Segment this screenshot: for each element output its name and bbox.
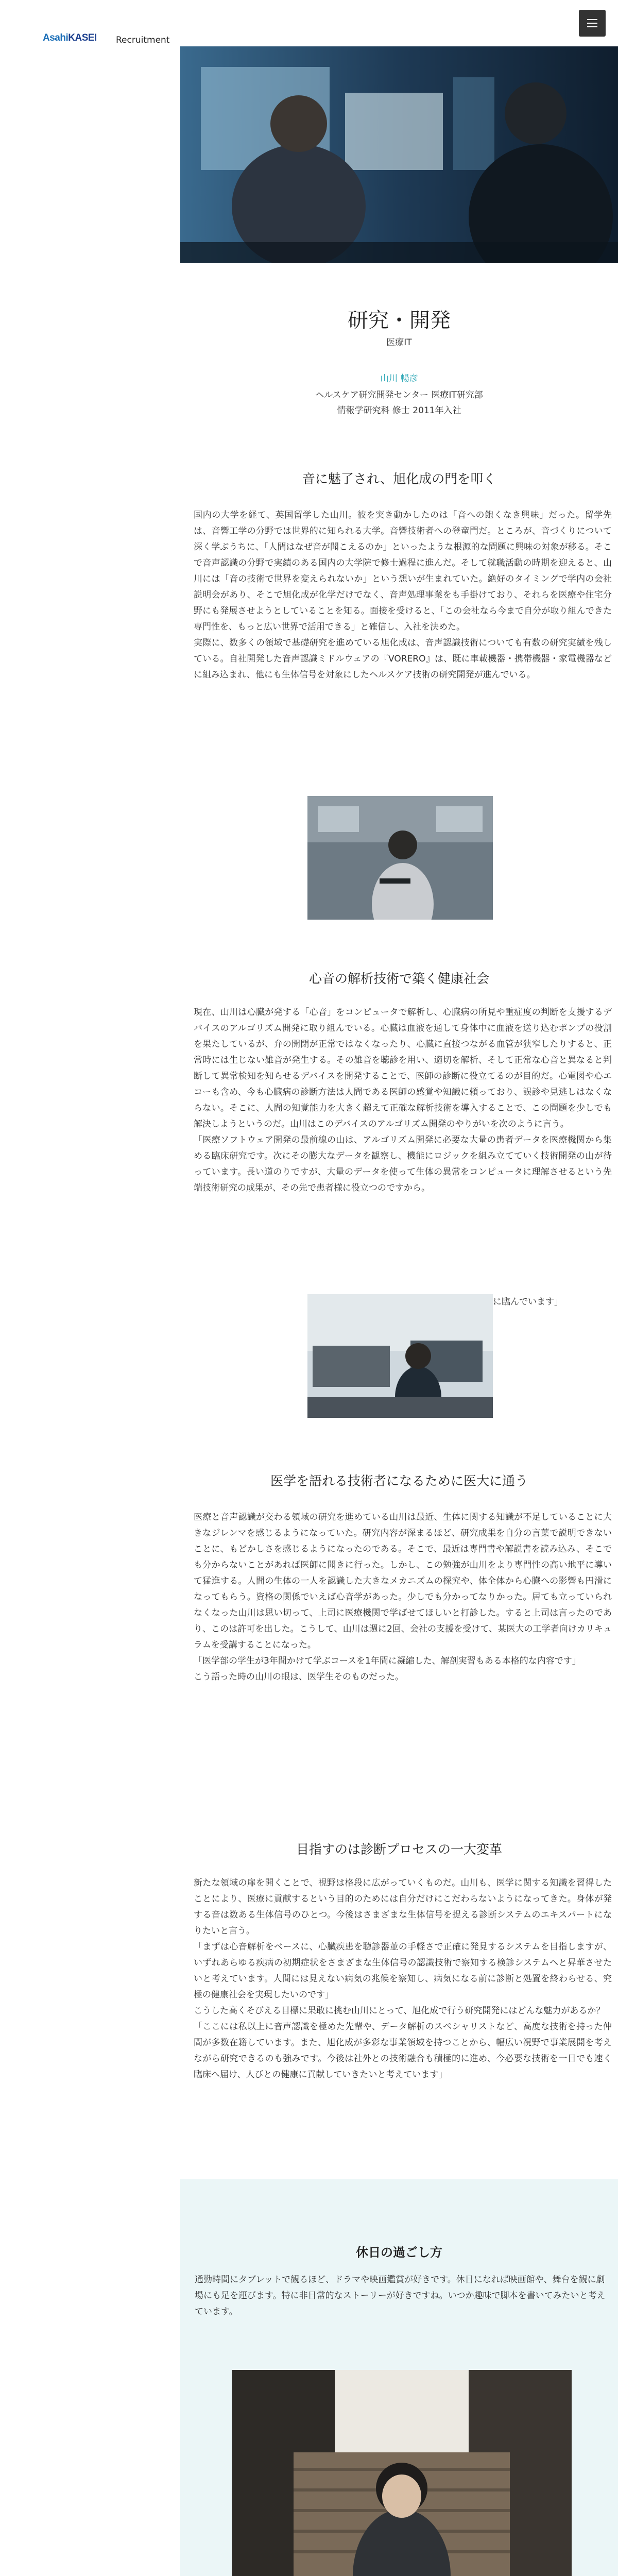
education-line: 情報学研究科 修士 2011年入社	[337, 405, 461, 416]
hamburger-menu-icon	[587, 19, 597, 20]
section-text-tail: に臨んでいます」	[493, 1297, 563, 1307]
logo-asahi: Asahi	[43, 32, 68, 43]
hero-photo	[180, 46, 618, 263]
recruitment-label[interactable]: Recruitment	[116, 35, 170, 45]
hamburger-menu-icon	[587, 26, 597, 27]
page-title: 研究・開発	[348, 309, 451, 332]
section-text: 国内の大学を経て、英国留学した山川。彼を突き動かしたのは「音への飽くなき興味」だった。留学先は、音響工学の分野では世界的に知られる大学。音響技術者への登竜門だ。ところが、音づくりについて深く学ぶうちに、「人間はなぜ音が聞こえるのか」といったような根源的な問題に興味の対象が移る。そこで音声認識の分野で実績のある国内の大学院で修士過程に進んだ。そして就職活動の時期を迎えると、山川には「音の技術で世界を変えられないか」という想いが生まれていた。絶好のタイミングで学内の会社説明会があり、そこで旭化成が化学だけでなく、音声処理事業をも手掛けており、それらを医療や住宅分野にも発展させようとしていることを知る。面接を受けると、「この会社なら今まで自分が取り組んできた専門性を、もっと広い世界で活用できる」と確信し、入社を決めた。 実際に、数多くの領域で基礎研究を進めている旭化成は、音声認識技術についても有数の研究実績を残している。自社開発した音声認識ミドルウェアの『VORERO』は、既に車載機器・携帯機器・家電機器などに組み込まれ、他にも生体信号を対象にしたヘルスケア技術の研究開発が進んでいる。	[194, 510, 612, 680]
department-line: ヘルスケア研究開発センター 医療IT研究部	[315, 390, 483, 400]
site-header	[0, 0, 618, 46]
menu-button[interactable]	[579, 10, 606, 37]
holiday-panel	[180, 2179, 618, 2576]
section-text: 現在、山川は心臓が発する「心音」をコンピュータで解析し、心臓病の所見や重症度の判断を支援するデバイスのアルゴリズム開発に取り組んでいる。心臓は血液を通して身体中に血液を送り込むポンプの役割を果たしているが、弁の開閉が正常ではなくなったり、心臓に直接つながる血管が狭窄したりすると、正常時には生じない雑音が発生する。その雑音を聴診を用い、適切を解析、そして正常な心音と異なると判断して異常検知を知らせるデバイスを開発することで、医師の診断に役立てるのが目的だ。心電図や心エコーも含め、今も心臓病の診断方法は人間である医師の感覚や知識に頼っており、誤診や見逃しはなくならない。そこに、人間の知覚能力を大きく超えて正確な解析技術を導入することで、この問題を少しでも解決しようというのだ。山川はこのデバイスのアルゴリズム開発のやりがいを次のように言う。 「医療ソフトウェア開発の最前線の山は、アルゴリズム開発に必要な大量の患者データを医療機関から集める臨床研究です。次にその膨大なデータを観察し、機能にロジックを組み立てていく技術開発の山が待っています。長い道のりですが、大量のデータを使って生体の異常をコンピュータに理解させるという先端技術研究の成果が、その先で患者様に役立つのですから。	[194, 1007, 612, 1193]
section-heading: 音に魅了され、旭化成の門を叩く	[302, 471, 496, 486]
section-text: 新たな領域の扉を開くことで、視野は格段に広がっていくものだ。山川も、医学に関する知識を習得したことにより、医療に貢献するという目的のためには自分だけにこだわらないようになってきた。身体が発する音は数ある生体信号のひとつ。今後はさまざまな生体信号を捉える診断システムのエキスパートになりたいと言う。 「まずは心音解析をベースに、心臓疾患を聴診器並の手軽さで正確に発見するシステムを目指しますが、いずれあらゆる疾病の初期症状をさまざまな生体信号の認識技術で察知する検診システムへと昇華させたいと考えています。人間には見えない病気の兆候を察知し、病気になる前に診断と処置を終わらせる、究極の健康社会を実現したいのです」 こうした高くそびえる目標に果敢に挑む山川にとって、旭化成で行う研究開発にはどんな魅力があるか？ 「ここには私以上に音声認識を極めた先輩や、データ解析のスペシャリストなど、高度な技術を持った仲間が多数在籍しています。また、旭化成が多彩な事業領域を持つことから、幅広い視野で事業展開を考えながら研究できるのも強みです。今後は社外との技術融合も積極的に進め、今必要な技術を一日でも速く臨床へ届け、人びとの健康に貢献していきたいと考えています」	[194, 1878, 612, 2080]
section-text: 医療と音声認識が交わる領域の研究を進めている山川は最近、生体に関する知識が不足していることに大きなジレンマを感じるようになっていた。研究内容が深まるほど、研究成果を自分の言葉で説明できないことに、もどかしさを感じるようになったのである。そこで、最近は専門書や解説書を読み込み、そこでも分からないことがあれば医師に聞きに行った。しかし、この勉強が山川をより専門性の高い地平に導いて猛進する。人間の生体の一人を認識した大きなメカニズムの探究や、体全体から心臓への影響も円滑になってもらう。資格の関係でいえば心音学があった。少しでも分かってなりかった。居ても立っていられなくなった山川は思い切って、上司に医療機関で学ばせてほしいと打診した。すると上司は言ったのであり、このは許可を出した。こうして、山川は週に2回、会社の支援を受けて、某医大の工学者向けカリキュラムを受講することになった。 「医学部の学生が3年間かけて学ぶコースを1年間に凝縮した、解剖実習もある本格的な内容です」 こう語った時の山川の眼は、医学生そのものだった。	[194, 1512, 612, 1682]
researcher-photo	[307, 796, 493, 920]
section-heading: 心音の解析技術で築く健康社会	[308, 971, 489, 986]
employee-department	[180, 387, 618, 418]
section-heading: 目指すのは診断プロセスの一大変革	[296, 1842, 502, 1857]
holiday-text: 通勤時間にタブレットで観るほど、ドラマや映画鑑賞が好きです。休日になれば映画館や、舞台を観に劇場にも足を運びます。特に非日常的なストーリーが好きですね。いつか趣味で脚本を書いてみたいと考えています。	[195, 2275, 606, 2317]
holiday-photo	[232, 2370, 572, 2576]
employee-name: 山川 暢彦	[380, 374, 418, 384]
logo-kasei: KASEI	[68, 32, 97, 43]
hamburger-menu-icon	[587, 23, 597, 24]
section-heading: 医学を語れる技術者になるために医大に通う	[270, 1473, 528, 1488]
holiday-heading: 休日の過ごし方	[356, 2245, 442, 2260]
page-subtitle: 医療IT	[386, 337, 412, 348]
office-photo	[307, 1294, 493, 1418]
asahi-kasei-logo[interactable]	[43, 32, 97, 44]
